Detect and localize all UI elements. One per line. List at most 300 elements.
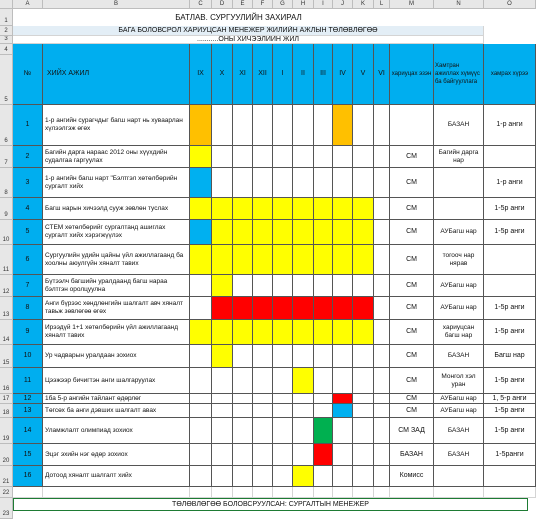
schedule-cell-v[interactable]	[353, 466, 374, 487]
column-header-k[interactable]: K	[353, 0, 374, 9]
responsible-cell[interactable]: Комисс	[390, 466, 434, 487]
schedule-cell-ix[interactable]	[190, 105, 212, 146]
schedule-cell-ix[interactable]	[190, 168, 212, 198]
schedule-cell-vi[interactable]	[374, 466, 390, 487]
schedule-cell-iii[interactable]	[314, 368, 333, 394]
collaborators-cell[interactable]: Монгол хэл уран	[434, 368, 484, 394]
schedule-cell-ix[interactable]	[190, 345, 212, 368]
row-header-16[interactable]: 16	[0, 368, 13, 394]
schedule-cell-ix[interactable]	[190, 320, 212, 345]
schedule-cell-xi[interactable]	[233, 146, 253, 168]
schedule-cell-x[interactable]	[212, 105, 233, 146]
empty-cell[interactable]	[353, 487, 374, 498]
responsible-cell[interactable]: СМ	[390, 404, 434, 418]
task-description: Багш нарын хичээлд сууж зөвлөн туслах	[43, 198, 190, 220]
header-month-iv: IV	[333, 44, 353, 105]
column-header-i[interactable]: I	[314, 0, 333, 9]
empty-cell[interactable]	[293, 487, 314, 498]
schedule-cell-i[interactable]	[273, 168, 293, 198]
schedule-cell-vi[interactable]	[374, 418, 390, 444]
schedule-cell-iv[interactable]	[333, 345, 353, 368]
row-header-20[interactable]: 20	[0, 444, 13, 466]
task-number: 9	[13, 320, 43, 345]
schedule-cell-ii[interactable]	[293, 394, 314, 404]
schedule-cell-v[interactable]	[353, 168, 374, 198]
task-description: Цээжээр бичигтэн анги шалгаруулах	[43, 368, 190, 394]
schedule-cell-iv[interactable]	[333, 394, 353, 404]
row-header-2[interactable]: 2	[0, 26, 13, 36]
schedule-cell-i[interactable]	[273, 220, 293, 245]
schedule-cell-vi[interactable]	[374, 245, 390, 275]
schedule-cell-i[interactable]	[273, 297, 293, 320]
coverage-cell[interactable]: 1-5р анги	[484, 404, 536, 418]
schedule-cell-iv[interactable]	[333, 368, 353, 394]
coverage-cell[interactable]	[484, 245, 536, 275]
collaborators-cell[interactable]: АУБагш нар	[434, 220, 484, 245]
column-header-a[interactable]: A	[13, 0, 43, 9]
row-header-5[interactable]: 5	[0, 55, 13, 105]
schedule-cell-v[interactable]	[353, 320, 374, 345]
task-number: 7	[13, 275, 43, 297]
schedule-cell-iii[interactable]	[314, 275, 333, 297]
schedule-cell-x[interactable]	[212, 320, 233, 345]
schedule-cell-vi[interactable]	[374, 105, 390, 146]
schedule-cell-vi[interactable]	[374, 168, 390, 198]
empty-cell[interactable]	[212, 487, 233, 498]
empty-cell[interactable]	[374, 487, 390, 498]
task-description: Төгсөх ба анги дэвших шалгалт авах	[43, 404, 190, 418]
schedule-cell-iv[interactable]	[333, 444, 353, 466]
row-header-23[interactable]: 23	[0, 498, 13, 519]
header-month-ii: II	[293, 44, 314, 105]
schedule-cell-vi[interactable]	[374, 297, 390, 320]
schedule-cell-xi[interactable]	[233, 368, 253, 394]
schedule-cell-xii[interactable]	[253, 275, 273, 297]
row-header-15[interactable]: 15	[0, 345, 13, 368]
schedule-cell-ix[interactable]	[190, 404, 212, 418]
schedule-cell-i[interactable]	[273, 466, 293, 487]
schedule-cell-vi[interactable]	[374, 404, 390, 418]
schedule-cell-iii[interactable]	[314, 297, 333, 320]
coverage-cell[interactable]: 1-5р анги	[484, 320, 536, 345]
row-header-17[interactable]: 17	[0, 394, 13, 404]
schedule-cell-iv[interactable]	[333, 146, 353, 168]
schedule-cell-i[interactable]	[273, 275, 293, 297]
empty-cell[interactable]	[233, 487, 253, 498]
schedule-cell-x[interactable]	[212, 220, 233, 245]
schedule-cell-ii[interactable]	[293, 220, 314, 245]
schedule-cell-i[interactable]	[273, 146, 293, 168]
row-header-7[interactable]: 7	[0, 146, 13, 168]
schedule-cell-iv[interactable]	[333, 168, 353, 198]
coverage-cell[interactable]: Багш нар	[484, 345, 536, 368]
schedule-cell-iv[interactable]	[333, 275, 353, 297]
coverage-cell[interactable]: 1-р анги	[484, 105, 536, 146]
collaborators-cell[interactable]: АУБагш нар	[434, 297, 484, 320]
schedule-cell-iii[interactable]	[314, 444, 333, 466]
collaborators-cell[interactable]: БАЗАН	[434, 418, 484, 444]
responsible-cell[interactable]: СМ	[390, 345, 434, 368]
task-number: 15	[13, 444, 43, 466]
schedule-cell-xii[interactable]	[253, 320, 273, 345]
empty-cell[interactable]	[273, 487, 293, 498]
schedule-cell-iii[interactable]	[314, 198, 333, 220]
schedule-cell-v[interactable]	[353, 444, 374, 466]
schedule-cell-xii[interactable]	[253, 404, 273, 418]
empty-cell[interactable]	[13, 487, 43, 498]
column-header-e[interactable]: E	[233, 0, 253, 9]
header-task: ХИЙХ АЖИЛ	[43, 44, 190, 105]
schedule-cell-vi[interactable]	[374, 220, 390, 245]
task-number: 14	[13, 418, 43, 444]
responsible-cell[interactable]: СМ	[390, 168, 434, 198]
schedule-cell-v[interactable]	[353, 345, 374, 368]
coverage-cell[interactable]	[484, 466, 536, 487]
schedule-cell-ix[interactable]	[190, 466, 212, 487]
schedule-cell-i[interactable]	[273, 368, 293, 394]
schedule-cell-iii[interactable]	[314, 404, 333, 418]
schedule-cell-iii[interactable]	[314, 105, 333, 146]
task-description: 1-р ангийн багш нарт "Бэлтгэл хөтөлбөрийн сургалт хийх	[43, 168, 190, 198]
schedule-cell-iv[interactable]	[333, 404, 353, 418]
schedule-cell-iii[interactable]	[314, 245, 333, 275]
schedule-cell-xi[interactable]	[233, 394, 253, 404]
schedule-cell-v[interactable]	[353, 418, 374, 444]
task-number: 1	[13, 105, 43, 146]
collaborators-cell[interactable]: БАЗАН	[434, 345, 484, 368]
header-month-v: V	[353, 44, 374, 105]
responsible-cell[interactable]: СМ	[390, 146, 434, 168]
responsible-cell[interactable]: СМ	[390, 320, 434, 345]
schedule-cell-vi[interactable]	[374, 444, 390, 466]
responsible-cell[interactable]: СМ	[390, 368, 434, 394]
schedule-cell-ix[interactable]	[190, 297, 212, 320]
schedule-cell-xi[interactable]	[233, 297, 253, 320]
column-header-o[interactable]: O	[484, 0, 536, 9]
header-coverage: хамрах хүрээ	[484, 44, 536, 105]
row-header-13[interactable]: 13	[0, 297, 13, 320]
column-header-b[interactable]: B	[43, 0, 190, 9]
schedule-cell-xi[interactable]	[233, 275, 253, 297]
schedule-cell-xi[interactable]	[233, 198, 253, 220]
responsible-cell[interactable]	[390, 105, 434, 146]
column-header-f[interactable]: F	[253, 0, 273, 9]
column-header-j[interactable]: J	[333, 0, 353, 9]
column-header-l[interactable]: L	[374, 0, 390, 9]
schedule-cell-iv[interactable]	[333, 418, 353, 444]
collaborators-cell[interactable]: АУБагш нар	[434, 394, 484, 404]
collaborators-cell[interactable]: АУБагш нар	[434, 404, 484, 418]
schedule-cell-x[interactable]	[212, 345, 233, 368]
schedule-cell-iv[interactable]	[333, 105, 353, 146]
header-collaborators: Хамтран ажиллах хүмүүс ба байгууллага	[434, 44, 484, 105]
schedule-cell-i[interactable]	[273, 245, 293, 275]
column-header-n[interactable]: N	[434, 0, 484, 9]
column-header-c[interactable]: C	[190, 0, 212, 9]
schedule-cell-xi[interactable]	[233, 105, 253, 146]
schedule-cell-ix[interactable]	[190, 394, 212, 404]
row-header-3[interactable]: 3	[0, 36, 13, 44]
row-header-14[interactable]: 14	[0, 320, 13, 345]
schedule-cell-v[interactable]	[353, 297, 374, 320]
schedule-cell-ii[interactable]	[293, 404, 314, 418]
schedule-cell-xi[interactable]	[233, 418, 253, 444]
task-description: Бүтээлч багшийн уралдаанд багш нараа бэлтгэн оролцуулна	[43, 275, 190, 297]
schedule-cell-ix[interactable]	[190, 220, 212, 245]
schedule-cell-xii[interactable]	[253, 220, 273, 245]
schedule-cell-iv[interactable]	[333, 220, 353, 245]
schedule-cell-iv[interactable]	[333, 297, 353, 320]
collaborators-cell[interactable]: тогооч нар нярав	[434, 245, 484, 275]
coverage-cell[interactable]	[484, 146, 536, 168]
schedule-cell-i[interactable]	[273, 444, 293, 466]
coverage-cell[interactable]	[484, 275, 536, 297]
responsible-cell[interactable]: СМ	[390, 394, 434, 404]
schedule-cell-vi[interactable]	[374, 345, 390, 368]
schedule-cell-xi[interactable]	[233, 345, 253, 368]
schedule-cell-ix[interactable]	[190, 146, 212, 168]
coverage-cell[interactable]: 1, 5-р анги	[484, 394, 536, 404]
schedule-cell-xii[interactable]	[253, 466, 273, 487]
schedule-cell-xii[interactable]	[253, 345, 273, 368]
schedule-cell-vi[interactable]	[374, 198, 390, 220]
task-number: 13	[13, 404, 43, 418]
task-description: Ирээдүй 1+1 хөтөлбөрийн үйл ажиллагаанд хяналт тавих	[43, 320, 190, 345]
school-year-line: ...........ОНЫ ХИЧЭЭЛИЙН ЖИЛ	[13, 36, 484, 44]
empty-cell[interactable]	[390, 487, 434, 498]
collaborators-cell[interactable]	[434, 466, 484, 487]
task-description: Уламжлалт олимпиад зохиох	[43, 418, 190, 444]
task-description: СТЕМ хөтөлбөрийг сургалтанд ашиглах сургалт хийх хэрэгжүүлэх	[43, 220, 190, 245]
schedule-cell-x[interactable]	[212, 275, 233, 297]
column-header-h[interactable]: H	[293, 0, 314, 9]
schedule-cell-xi[interactable]	[233, 466, 253, 487]
schedule-cell-iii[interactable]	[314, 146, 333, 168]
schedule-cell-x[interactable]	[212, 168, 233, 198]
row-header-8[interactable]: 8	[0, 168, 13, 198]
schedule-cell-xii[interactable]	[253, 368, 273, 394]
schedule-cell-ii[interactable]	[293, 146, 314, 168]
schedule-cell-v[interactable]	[353, 198, 374, 220]
schedule-cell-x[interactable]	[212, 466, 233, 487]
schedule-cell-iii[interactable]	[314, 220, 333, 245]
responsible-cell[interactable]: СМ ЗАД	[390, 418, 434, 444]
schedule-cell-iv[interactable]	[333, 466, 353, 487]
task-number: 5	[13, 220, 43, 245]
schedule-cell-x[interactable]	[212, 198, 233, 220]
schedule-cell-i[interactable]	[273, 320, 293, 345]
schedule-cell-x[interactable]	[212, 245, 233, 275]
empty-cell[interactable]	[333, 487, 353, 498]
task-description: Эцэг эхийн нэг өдөр зохиох	[43, 444, 190, 466]
column-header-g[interactable]: G	[273, 0, 293, 9]
schedule-cell-xi[interactable]	[233, 168, 253, 198]
collaborators-cell[interactable]: АУБагш нар	[434, 275, 484, 297]
row-header-9[interactable]: 9	[0, 198, 13, 220]
schedule-cell-ii[interactable]	[293, 466, 314, 487]
schedule-cell-v[interactable]	[353, 394, 374, 404]
schedule-cell-xi[interactable]	[233, 404, 253, 418]
task-number: 12	[13, 394, 43, 404]
schedule-cell-ix[interactable]	[190, 368, 212, 394]
schedule-cell-xi[interactable]	[233, 245, 253, 275]
schedule-cell-iii[interactable]	[314, 418, 333, 444]
empty-cell[interactable]	[253, 487, 273, 498]
schedule-cell-i[interactable]	[273, 198, 293, 220]
schedule-cell-xii[interactable]	[253, 198, 273, 220]
collaborators-cell[interactable]	[434, 168, 484, 198]
header-number: №	[13, 44, 43, 105]
column-header-m[interactable]: M	[390, 0, 434, 9]
schedule-cell-v[interactable]	[353, 146, 374, 168]
schedule-cell-iii[interactable]	[314, 168, 333, 198]
schedule-cell-i[interactable]	[273, 394, 293, 404]
schedule-cell-iv[interactable]	[333, 320, 353, 345]
responsible-cell[interactable]: СМ	[390, 275, 434, 297]
schedule-cell-ii[interactable]	[293, 245, 314, 275]
schedule-cell-iii[interactable]	[314, 320, 333, 345]
responsible-cell[interactable]: СМ	[390, 198, 434, 220]
schedule-cell-ix[interactable]	[190, 444, 212, 466]
schedule-cell-v[interactable]	[353, 245, 374, 275]
empty-cell[interactable]	[43, 487, 190, 498]
column-header-d[interactable]: D	[212, 0, 233, 9]
schedule-cell-iv[interactable]	[333, 198, 353, 220]
schedule-cell-i[interactable]	[273, 404, 293, 418]
schedule-cell-xi[interactable]	[233, 444, 253, 466]
schedule-cell-xii[interactable]	[253, 418, 273, 444]
schedule-cell-x[interactable]	[212, 297, 233, 320]
task-description: Ур чадварын уралдаан зохиох	[43, 345, 190, 368]
responsible-cell[interactable]: СМ	[390, 245, 434, 275]
select-all-corner[interactable]	[0, 0, 13, 9]
row-header-11[interactable]: 11	[0, 245, 13, 275]
schedule-cell-v[interactable]	[353, 404, 374, 418]
schedule-cell-vi[interactable]	[374, 394, 390, 404]
row-header-4[interactable]: 4	[0, 44, 13, 55]
schedule-cell-xii[interactable]	[253, 297, 273, 320]
schedule-cell-ii[interactable]	[293, 297, 314, 320]
schedule-cell-vi[interactable]	[374, 320, 390, 345]
schedule-cell-ii[interactable]	[293, 168, 314, 198]
collaborators-cell[interactable]	[434, 198, 484, 220]
header-month-iii: III	[314, 44, 333, 105]
schedule-cell-ii[interactable]	[293, 275, 314, 297]
schedule-cell-v[interactable]	[353, 105, 374, 146]
empty-cell[interactable]	[484, 487, 536, 498]
footer-signature: ТӨЛӨВЛӨГӨӨ БОЛОВСРУУЛСАН: СУРГАЛТЫН МЕНЕЖЕР	[13, 498, 528, 511]
schedule-cell-x[interactable]	[212, 146, 233, 168]
schedule-cell-ii[interactable]	[293, 105, 314, 146]
empty-cell[interactable]	[190, 487, 212, 498]
schedule-cell-ii[interactable]	[293, 345, 314, 368]
collaborators-cell[interactable]: БАЗАН	[434, 105, 484, 146]
schedule-cell-xii[interactable]	[253, 245, 273, 275]
row-header-1[interactable]: 1	[0, 9, 13, 26]
schedule-cell-v[interactable]	[353, 368, 374, 394]
schedule-cell-ii[interactable]	[293, 368, 314, 394]
coverage-cell[interactable]: 1-5р анги	[484, 418, 536, 444]
schedule-cell-ix[interactable]	[190, 275, 212, 297]
schedule-cell-xi[interactable]	[233, 320, 253, 345]
task-number: 10	[13, 345, 43, 368]
schedule-cell-xi[interactable]	[233, 220, 253, 245]
schedule-cell-ix[interactable]	[190, 418, 212, 444]
empty-cell[interactable]	[434, 487, 484, 498]
row-header-18[interactable]: 18	[0, 404, 13, 418]
schedule-cell-v[interactable]	[353, 220, 374, 245]
row-header-19[interactable]: 19	[0, 418, 13, 444]
row-header-21[interactable]: 21	[0, 466, 13, 487]
coverage-cell[interactable]: 1-5ранги	[484, 444, 536, 466]
schedule-cell-x[interactable]	[212, 394, 233, 404]
schedule-cell-x[interactable]	[212, 418, 233, 444]
schedule-cell-vi[interactable]	[374, 146, 390, 168]
schedule-cell-x[interactable]	[212, 444, 233, 466]
row-header-6[interactable]: 6	[0, 105, 13, 146]
schedule-cell-xii[interactable]	[253, 146, 273, 168]
schedule-cell-ii[interactable]	[293, 444, 314, 466]
row-header-12[interactable]: 12	[0, 275, 13, 297]
schedule-cell-i[interactable]	[273, 418, 293, 444]
coverage-cell[interactable]: 1-5р анги	[484, 297, 536, 320]
task-number: 11	[13, 368, 43, 394]
schedule-cell-x[interactable]	[212, 404, 233, 418]
schedule-cell-vi[interactable]	[374, 275, 390, 297]
coverage-cell[interactable]: 1-5р анги	[484, 220, 536, 245]
coverage-cell[interactable]: 1-р анги	[484, 168, 536, 198]
task-description: Сургуулийн удийн цайны үйл ажиллагаанд ба хоолны аюулгүйн хяналт тавих	[43, 245, 190, 275]
empty-cell[interactable]	[314, 487, 333, 498]
row-header-10[interactable]: 10	[0, 220, 13, 245]
schedule-cell-vi[interactable]	[374, 368, 390, 394]
schedule-cell-ix[interactable]	[190, 245, 212, 275]
responsible-cell[interactable]: БАЗАН	[390, 444, 434, 466]
coverage-cell[interactable]: 1-5р анги	[484, 368, 536, 394]
schedule-cell-i[interactable]	[273, 345, 293, 368]
schedule-cell-iv[interactable]	[333, 245, 353, 275]
schedule-cell-iii[interactable]	[314, 345, 333, 368]
schedule-cell-xii[interactable]	[253, 394, 273, 404]
schedule-cell-v[interactable]	[353, 275, 374, 297]
schedule-cell-xii[interactable]	[253, 168, 273, 198]
responsible-cell[interactable]: СМ	[390, 220, 434, 245]
responsible-cell[interactable]: СМ	[390, 297, 434, 320]
schedule-cell-i[interactable]	[273, 105, 293, 146]
collaborators-cell[interactable]: БАЗАН	[434, 444, 484, 466]
row-header-22[interactable]: 22	[0, 487, 13, 498]
schedule-cell-ix[interactable]	[190, 198, 212, 220]
schedule-cell-x[interactable]	[212, 368, 233, 394]
coverage-cell[interactable]: 1-5р анги	[484, 198, 536, 220]
header-month-ix: IX	[190, 44, 212, 105]
plan-title: БАГА БОЛОВСРОЛ ХАРИУЦСАН МЕНЕЖЕР ЖИЛИЙН АЖЛЫН ТӨЛӨВЛӨГӨӨ	[13, 26, 484, 36]
schedule-cell-ii[interactable]	[293, 418, 314, 444]
task-number: 4	[13, 198, 43, 220]
schedule-cell-ii[interactable]	[293, 320, 314, 345]
schedule-cell-iii[interactable]	[314, 466, 333, 487]
schedule-cell-xii[interactable]	[253, 444, 273, 466]
task-description: 1-р ангийн сурагчдыг багш нарт нь хуваарлан хүлээлгэж өгөх	[43, 105, 190, 146]
task-description: Дотоод хяналт шалгалт хийх	[43, 466, 190, 487]
header-responsible: хариуцах эзэн	[390, 44, 434, 105]
schedule-cell-iii[interactable]	[314, 394, 333, 404]
schedule-cell-xii[interactable]	[253, 105, 273, 146]
task-description: 1ба 5-р ангийн тайлант өдөрлөг	[43, 394, 190, 404]
collaborators-cell[interactable]: Багийн дарга нар	[434, 146, 484, 168]
collaborators-cell[interactable]: хариуцсан багш нар	[434, 320, 484, 345]
schedule-cell-ii[interactable]	[293, 198, 314, 220]
